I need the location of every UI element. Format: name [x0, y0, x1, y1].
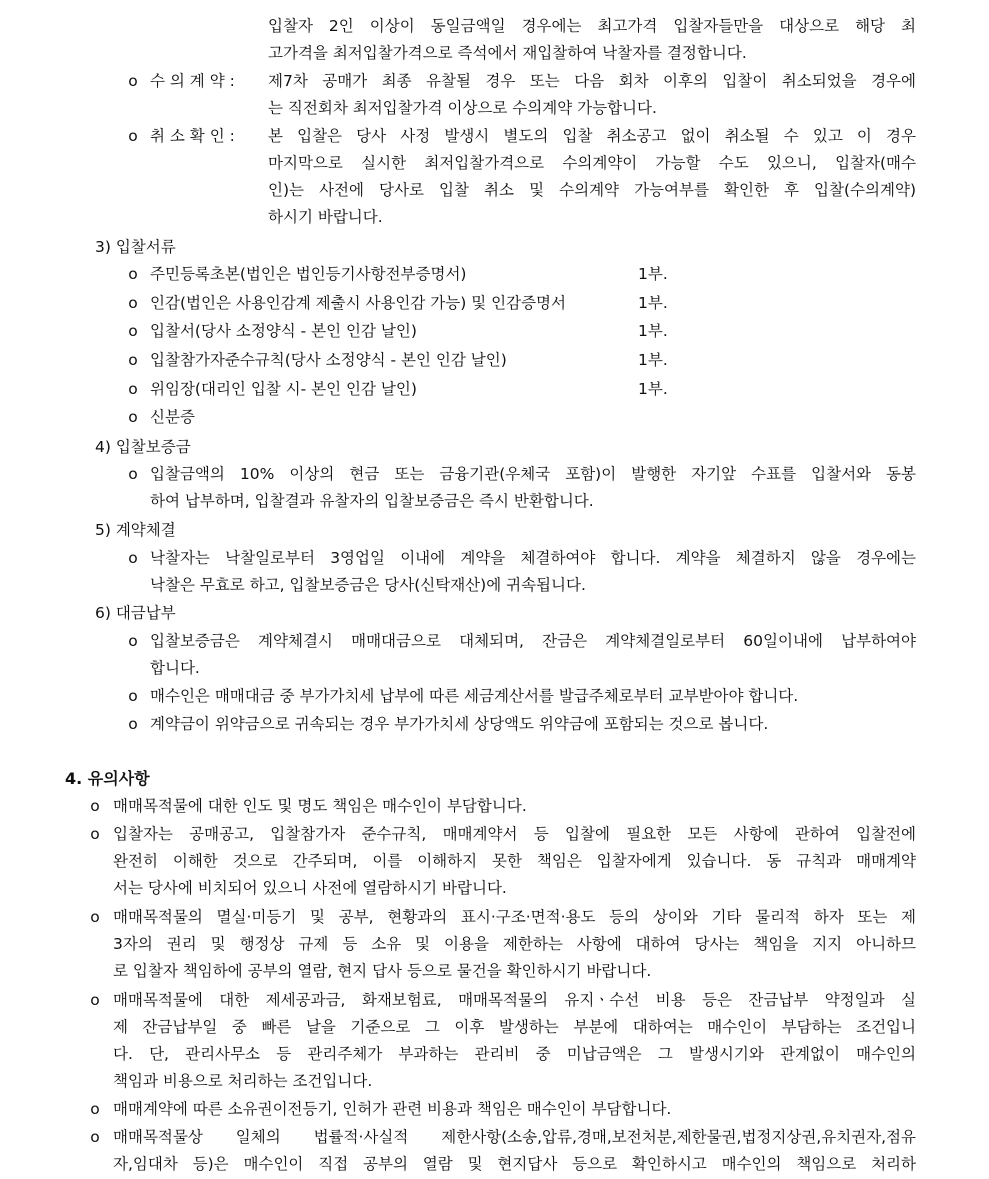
paragraph-line: 입찰자는 공매공고, 입찰참가자 준수규칙, 매매계약서 등 입찰에 필요한 모든 사항에 관하여 입찰전에 [113, 825, 916, 843]
section-heading: 5) 계약체결 [95, 521, 176, 539]
paragraph-line: 제7차 공매가 최종 유찰될 경우 또는 다음 회차 이후의 입찰이 취소되었을 경우에 [268, 72, 916, 90]
bullet-icon: o [128, 322, 138, 340]
paragraph-line: 낙찰은 무효로 하고, 입찰보증금은 당사(신탁재산)에 귀속됩니다. [150, 576, 586, 594]
bullet-icon: o [90, 991, 100, 1009]
paragraph-line: 입찰자 2인 이상이 동일금액일 경우에는 최고가격 입찰자들만을 대상으로 해당 최 [268, 17, 916, 35]
bullet-icon: o [128, 294, 138, 312]
bullet-icon: o [128, 408, 138, 426]
paragraph-line: 마지막으로 실시한 최저입찰가격으로 수의계약이 가능할 수도 있으니, 입찰자(매수 [268, 154, 916, 172]
paragraph-line: 자,임대차 등)은 매수인이 직접 공부의 열람 및 현지답사 등으로 확인하시고 매수인의 책임으로 처리하 [113, 1155, 916, 1173]
bullet-icon: o [128, 265, 138, 283]
bullet-icon: o [90, 1100, 100, 1118]
doc-name: 입찰참가자준수규칙(당사 소정양식 - 본인 인감 날인) [150, 351, 507, 369]
paragraph-line: 제 잔금납부일 중 빠른 날을 기준으로 그 이후 발생하는 부분에 대하여는 매수인이 부담하는 조건입니 [113, 1018, 916, 1036]
paragraph-line: 본 입찰은 당사 사정 발생시 별도의 입찰 취소공고 없이 취소될 수 있고 이 경우 [268, 127, 916, 145]
paragraph-line: 입찰금액의 10% 이상의 현금 또는 금융기관(우체국 포함)이 발행한 자기앞 수표를 입찰서와 동봉 [150, 465, 916, 483]
paragraph-line: 입찰보증금은 계약체결시 매매대금으로 대체되며, 잔금은 계약체결일로부터 60일이내에 납부하여야 [150, 632, 916, 650]
paragraph-line: 매매목적물에 대한 인도 및 명도 책임은 매수인이 부담합니다. [113, 797, 527, 815]
bullet-icon: o [128, 549, 138, 567]
section-heading: 4) 입찰보증금 [95, 438, 191, 456]
term-label: 수 의 계 약 : [150, 72, 235, 90]
paragraph-line: 인)는 사전에 당사로 입찰 취소 및 수의계약 가능여부를 확인한 후 입찰(수의계약) [268, 181, 916, 199]
doc-qty: 1부. [638, 265, 668, 283]
section-heading: 6) 대금납부 [95, 604, 176, 622]
doc-name: 위임장(대리인 입찰 시- 본인 인감 날인) [150, 380, 417, 398]
bullet-icon: o [128, 465, 138, 483]
paragraph-line: 서는 당사에 비치되어 있으니 사전에 열람하시기 바랍니다. [113, 879, 507, 897]
paragraph-line: 매수인은 매매대금 중 부가가치세 납부에 따른 세금계산서를 발급주체로부터 교부받아야 합니다. [150, 687, 799, 705]
paragraph-line: 매매목적물의 멸실·미등기 및 공부, 현황과의 표시·구조·면적·용도 등의 상이와 기타 물리적 하자 또는 제 [113, 908, 916, 926]
paragraph-line: 낙찰자는 낙찰일로부터 3영업일 이내에 계약을 체결하여야 합니다. 계약을 체결하지 않을 경우에는 [150, 549, 916, 567]
paragraph-line: 매매계약에 따른 소유권이전등기, 인허가 관련 비용과 책임은 매수인이 부담합니다. [113, 1100, 672, 1118]
bullet-icon: o [90, 825, 100, 843]
paragraph-line: 로 입찰자 책임하에 공부의 열람, 현지 답사 등으로 물건을 확인하시기 바랍니다. [113, 962, 652, 980]
paragraph-line: 합니다. [150, 659, 200, 677]
bullet-icon: o [90, 908, 100, 926]
paragraph-line: 완전히 이해한 것으로 간주되며, 이를 이해하지 못한 책임은 입찰자에게 있습니다. 동 규칙과 매매계약 [113, 852, 916, 870]
doc-qty: 1부. [638, 322, 668, 340]
paragraph-line: 매매목적물에 대한 제세공과금, 화재보험료, 매매목적물의 유지ㆍ수선 비용 등은 잔금납부 약정일과 실 [113, 991, 916, 1009]
doc-qty: 1부. [638, 380, 668, 398]
paragraph-line: 하시기 바랍니다. [268, 208, 383, 226]
bullet-icon: o [128, 687, 138, 705]
section-heading: 3) 입찰서류 [95, 238, 176, 256]
bullet-icon: o [128, 127, 138, 145]
doc-qty: 1부. [638, 294, 668, 312]
paragraph-line: 고가격을 최저입찰가격으로 즉석에서 재입찰하여 낙찰자를 결정합니다. [268, 44, 747, 62]
doc-name: 신분증 [150, 408, 195, 426]
doc-name: 입찰서(당사 소정양식 - 본인 인감 날인) [150, 322, 417, 340]
bullet-icon: o [128, 351, 138, 369]
doc-name: 주민등록초본(법인은 법인등기사항전부증명서) [150, 265, 467, 283]
bullet-icon: o [128, 715, 138, 733]
paragraph-line: 다. 단, 관리사무소 등 관리주체가 부과하는 관리비 중 미납금액은 그 발생시기와 관계없이 매수인의 [113, 1045, 916, 1063]
bullet-icon: o [128, 632, 138, 650]
main-section-heading: 4. 유의사항 [65, 769, 150, 788]
paragraph-line: 매매목적물상 일체의 법률적·사실적 제한사항(소송,압류,경매,보전처분,제한물권,법정지상권,유치권자,점유 [113, 1128, 916, 1146]
doc-name: 인감(법인은 사용인감계 제출시 사용인감 가능) 및 인감증명서 [150, 294, 566, 312]
bullet-icon: o [90, 797, 100, 815]
paragraph-line: 3자의 권리 및 행정상 규제 등 소유 및 이용을 제한하는 사항에 대하여 당사는 책임을 지지 아니하므 [113, 935, 916, 953]
bullet-icon: o [90, 1128, 100, 1146]
paragraph-line: 하여 납부하며, 입찰결과 유찰자의 입찰보증금은 즉시 반환합니다. [150, 492, 594, 510]
paragraph-line: 책임과 비용으로 처리하는 조건입니다. [113, 1072, 373, 1090]
bullet-icon: o [128, 380, 138, 398]
paragraph-line: 계약금이 위약금으로 귀속되는 경우 부가가치세 상당액도 위약금에 포함되는 것으로 봅니다. [150, 715, 769, 733]
bullet-icon: o [128, 72, 138, 90]
paragraph-line: 는 직전회차 최저입찰가격 이상으로 수의계약 가능합니다. [268, 99, 657, 117]
doc-qty: 1부. [638, 351, 668, 369]
term-label: 취 소 확 인 : [150, 127, 235, 145]
